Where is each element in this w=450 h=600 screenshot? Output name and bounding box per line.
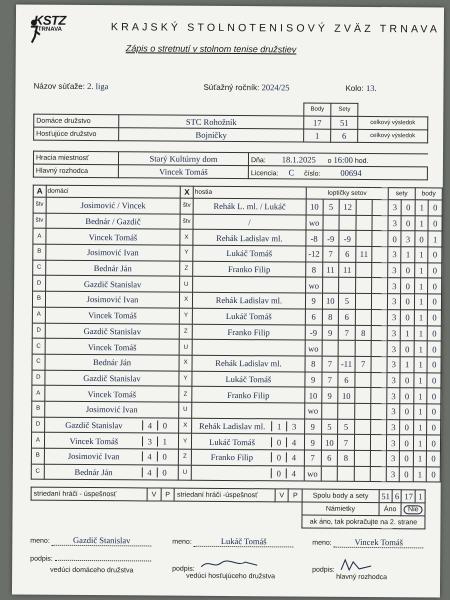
set-score: wo	[305, 340, 322, 356]
set-score: 11	[339, 262, 356, 278]
competition-field: Názov súťaže: 2. liga	[33, 81, 109, 92]
row-slot-away: Z	[179, 386, 192, 402]
row-ba: 0	[428, 263, 442, 279]
body-header: Body	[304, 103, 331, 116]
row-slot-away: štv	[180, 214, 193, 230]
row-ba: 0	[427, 388, 441, 404]
set-score	[371, 435, 387, 451]
row-slot-home: D	[32, 323, 45, 339]
home-total-label: celkový výsledok	[358, 116, 428, 129]
home-sets: 51	[331, 116, 358, 129]
protest-no: Nie	[401, 503, 425, 516]
row-ba: 0	[427, 404, 441, 420]
set-score: 11	[322, 262, 339, 278]
alt-away-label: striedaní hráči -úspešnosť	[174, 488, 274, 502]
summary-sh: 3	[387, 419, 401, 435]
row-sh: 3	[388, 215, 402, 231]
set-score: 10	[321, 434, 338, 450]
set-score	[355, 372, 372, 388]
summary-away-cell: Rehák Ladislav ml. 1 3	[192, 418, 305, 434]
set-score	[371, 356, 387, 372]
row-bh: 1	[414, 341, 428, 357]
set-score	[372, 231, 388, 247]
summary-slot-home: C	[31, 464, 44, 480]
row-home-player: Bednár Ján	[45, 354, 180, 371]
row-home-player: Vincek Tomáš	[45, 307, 180, 324]
season-field: Súťažný ročník: 2024/25	[203, 82, 290, 93]
set-score	[372, 278, 388, 294]
total-label: Spolu body a sety	[302, 489, 379, 503]
row-slot-home: štv	[33, 197, 46, 213]
referee-signature-icon	[337, 558, 387, 572]
away-total-label: celkový výsledok	[358, 129, 428, 142]
set-score: 9	[305, 293, 322, 309]
row-away-player: Rehák L. ml. / Lukáč	[193, 198, 306, 214]
row-sh: 3	[388, 278, 402, 294]
row-sh: 3	[387, 356, 401, 372]
set-score	[355, 262, 372, 278]
set-score	[355, 341, 372, 357]
row-away-player: Franko Filip	[193, 261, 306, 277]
set-score: 6	[339, 246, 356, 262]
score-sheet	[12, 5, 444, 598]
row-sa: 0	[401, 294, 415, 310]
row-sh: 3	[387, 294, 401, 310]
set-score: -9	[339, 231, 356, 247]
set-score: 9	[304, 434, 321, 450]
row-home-player: Gazdič Stanislav	[45, 276, 180, 293]
summary-ba: 0	[427, 435, 441, 451]
set-score: 10	[338, 388, 355, 404]
total-points-away: 1	[416, 490, 426, 503]
row-sa: 0	[401, 310, 415, 326]
round-field: Kolo: 13.	[345, 82, 377, 94]
row-bh: 1	[414, 404, 428, 420]
row-slot-away: X	[180, 230, 193, 246]
summary-sh: 3	[386, 466, 400, 482]
sets-header: Sety	[331, 103, 358, 116]
row-away-player: Lukáč Tomáš	[192, 308, 305, 324]
row-home-player: Josimović Ivan	[46, 244, 181, 261]
row-ba: 0	[427, 357, 441, 373]
row-bh: 1	[415, 247, 429, 263]
set-score: 11	[356, 246, 373, 262]
venue-label: Hracia miestnosť	[33, 151, 118, 165]
away-team: Bojničky	[119, 128, 304, 142]
summary-home-cell: Bednár Ján 4 0	[44, 464, 179, 481]
row-away-player: /	[193, 214, 306, 230]
summary-bh: 1	[413, 451, 427, 467]
row-bh: 1	[414, 325, 428, 341]
row-home-player: Gazdič Stanislav	[45, 323, 180, 340]
row-sh: 0	[388, 231, 402, 247]
set-score	[372, 247, 388, 263]
row-home-player: Josimović Ivan	[44, 401, 179, 418]
row-slot-home: B	[32, 401, 45, 417]
set-score: -8	[306, 230, 323, 246]
set-score	[354, 450, 371, 466]
summary-away-cell: Lukáč Tomáš 0 4	[191, 434, 304, 450]
sheet-title: Zápis o stretnutí v stolnom tenise družstiev	[125, 43, 297, 55]
match-time: 16:00	[333, 154, 353, 165]
summary-slot-away: U	[178, 465, 191, 481]
row-slot-home: C	[32, 338, 45, 354]
venue: Starý Kultúrny dom	[118, 152, 248, 166]
set-score: -9	[305, 325, 322, 341]
referee-signature-name: Vincek Tomáš	[334, 537, 424, 549]
set-score: 8	[305, 262, 322, 278]
row-sa: 1	[401, 247, 415, 263]
row-sa: 1	[400, 357, 414, 373]
set-score	[338, 340, 355, 356]
row-away-player: Rehák Ladislav ml.	[192, 355, 305, 371]
row-sa: 0	[400, 404, 414, 420]
row-sa: 0	[401, 341, 415, 357]
matches-grid: A domáci X hostia loptičky setov sety body štv Josimović / Vincek štv Rehák L. ml. / Lukáč 10 5 12 3 0 1 0 štv Bednár / Gazdič štv / wo 3 0 1 0 A Vincek Tomáš X Rehák Ladislav ml. -8 -9 -9 0 3 0 1 B Josimović Ivan Y Lukáč Tomáš -12 7 6 11 3 1 1 0 C Bednár Ján Z Franko Filip 8 11 11 3 0 1 0 D Gazdič Stanislav U wo 3 0 1 0 B Josimović Ivan X Rehák Ladislav ml. 9 10 5 3 0 1 0 A Vincek Tomáš Y Lukáč Tomáš 6 8 6 3 0 1 0 D Gazdič Stanislav Z Franko Filip -9 9 7 8 3 1 1 0 C Vincek Tomáš U wo 3 0 1 0 C Bednár Ján X Rehák Ladislav ml. 8 7 -11 7 3 1 1 0 D Gazdič Stanislav Y Lukáč Tomáš 9 7 6 3 0 1 0 A Vincek Tomáš Z Franko Filip 10 9 10 3 0 1 0 B Josimović Ivan U wo 3 0 1 0 D Gazdič Stanislav 4 0 X Rehák Ladislav ml. 1 3 9 5 5 3 0 1 0 A Vincek Tomáš 3 1 Y Lukáč Tomáš 0 4 9 10 7 3 0 1 0 B Josimović Ivan 4 0 Z Franko Filip 0 4 7 6 8 3 0 1 0 C Bednár Ján 4 0 U 0 4 wo 3 0 1 0	[31, 185, 443, 483]
home-signature-block: meno: Gazdič Stanislav podpis: vedúci domáceho družstva	[30, 535, 152, 575]
set-score	[356, 215, 373, 231]
row-sa: 0	[401, 278, 415, 294]
away-signature-icon	[197, 557, 267, 571]
set-score: 6	[338, 309, 355, 325]
alt-home-label: striedaní hráči - úspešnosť	[31, 487, 147, 501]
row-home-player: Vincek Tomáš	[45, 385, 180, 402]
row-sa: 1	[401, 325, 415, 341]
row-slot-away: Y	[179, 371, 192, 387]
set-score	[355, 309, 372, 325]
row-ba: 0	[427, 372, 441, 388]
row-slot-home: A	[33, 229, 46, 245]
set-score: 5	[338, 419, 355, 435]
row-slot-home: D	[33, 276, 46, 292]
row-bh: 1	[414, 388, 428, 404]
summary-slot-home: D	[32, 417, 45, 433]
row-bh: 1	[415, 263, 429, 279]
row-home-player: Josimović / Vincek	[46, 197, 181, 214]
set-score: -9	[322, 231, 339, 247]
set-score	[323, 215, 340, 231]
set-score	[321, 466, 338, 482]
row-sh: 3	[388, 200, 402, 216]
summary-away-cell: 0 4	[191, 465, 304, 481]
away-signature-block: meno: Lukáč Tomáš podpis: vedúci hosťujúceho družstva	[172, 536, 294, 581]
set-score	[372, 294, 388, 310]
set-score: wo	[305, 277, 322, 293]
row-bh: 1	[414, 372, 428, 388]
set-score: 8	[305, 356, 322, 372]
set-score: 7	[322, 246, 339, 262]
set-score: 7	[338, 325, 355, 341]
protest-label: Námietky	[302, 502, 379, 516]
set-score	[372, 200, 388, 216]
set-score: wo	[306, 215, 323, 231]
row-sh: 3	[387, 404, 401, 420]
row-bh: 1	[415, 200, 429, 216]
row-slot-away: X	[180, 292, 193, 308]
row-home-player: Bednár / Gazdič	[46, 213, 181, 230]
row-slot-home: A	[32, 385, 45, 401]
row-slot-away: X	[179, 355, 192, 371]
away-leader-name: Lukáč Tomáš	[194, 536, 294, 548]
set-score: 9	[305, 372, 322, 388]
summary-slot-away: X	[179, 418, 192, 434]
row-away-player	[192, 402, 305, 418]
row-sh: 3	[388, 247, 402, 263]
summary-row	[31, 464, 440, 483]
set-score: wo	[304, 466, 321, 482]
total-points-home: 17	[402, 490, 416, 503]
row-away-player: Rehák Ladislav ml.	[193, 230, 306, 246]
row-away-player	[193, 277, 306, 293]
row-away-player: Lukáč Tomáš	[193, 245, 306, 261]
set-score	[322, 340, 339, 356]
row-home-player: Bednár Ján	[45, 260, 180, 277]
summary-ba: 0	[427, 451, 441, 467]
set-score	[372, 309, 388, 325]
row-ba: 0	[428, 294, 442, 310]
set-score	[371, 341, 387, 357]
summary-slot-away: Y	[179, 433, 192, 449]
set-score: 7	[321, 372, 338, 388]
set-score: 9	[322, 325, 339, 341]
set-score	[337, 466, 354, 482]
row-sa: 0	[402, 200, 416, 216]
row-home-player: Vincek Tomáš	[45, 338, 180, 355]
set-score	[372, 215, 388, 231]
row-sh: 3	[388, 262, 402, 278]
summary-bh: 1	[413, 466, 427, 482]
row-sh: 3	[387, 372, 401, 388]
row-sa: 0	[401, 262, 415, 278]
summary-home-cell: Gazdič Stanislav 4 0	[44, 417, 179, 434]
set-score	[371, 466, 387, 482]
match-info-table	[33, 101, 428, 144]
row-slot-away: U	[179, 339, 192, 355]
row-away-player: Rehák Ladislav ml.	[192, 292, 305, 308]
summary-bh: 1	[413, 419, 427, 435]
set-score	[354, 403, 371, 419]
row-bh: 1	[414, 357, 428, 373]
row-bh: 1	[415, 215, 429, 231]
set-score	[372, 325, 388, 341]
row-home-player: Josimović Ivan	[45, 291, 180, 308]
row-bh: 1	[414, 310, 428, 326]
total-sets-away: 6	[392, 490, 401, 503]
referee-label: Hlavný rozhodca	[33, 164, 118, 178]
row-slot-away: Y	[180, 245, 193, 261]
summary-home-cell: Josimović Ivan 4 0	[44, 448, 179, 465]
set-score: wo	[305, 403, 322, 419]
row-ba: 0	[428, 310, 442, 326]
summary-bh: 1	[413, 435, 427, 451]
row-away-player: Franko Filip	[192, 324, 305, 340]
set-score	[371, 451, 387, 467]
row-sa: 0	[400, 388, 414, 404]
set-score	[321, 403, 338, 419]
set-score: -12	[306, 246, 323, 262]
row-slot-home: A	[32, 307, 45, 323]
set-score: 7	[322, 356, 339, 372]
license-number: 00694	[340, 167, 362, 178]
footer-table: striedaní hráči - úspešnosť V P striedaní hráči -úspešnosť V P Spolu body a sety 51 6 17 1 Námietky Áno Nie ak áno, tak pokračujte na 2. strane	[30, 487, 425, 530]
row-slot-home: štv	[33, 213, 46, 229]
summary-sa: 0	[400, 451, 414, 467]
set-score	[322, 278, 339, 294]
row-slot-away: Z	[180, 261, 193, 277]
row-sa: 3	[401, 231, 415, 247]
set-score: 8	[355, 325, 372, 341]
summary-sh: 3	[386, 435, 400, 451]
row-ba: 1	[428, 231, 442, 247]
set-score	[356, 231, 373, 247]
set-score: 6	[305, 309, 322, 325]
set-score: 7	[304, 450, 321, 466]
home-label: Domáce družstvo	[34, 114, 119, 128]
row-slot-home: B	[32, 291, 45, 307]
organization-name: KRAJSKÝ STOLNOTENISOVÝ ZVÄZ TRNAVA	[110, 21, 441, 36]
set-score	[355, 278, 372, 294]
summary-ba: 0	[427, 467, 441, 483]
away-points: 1	[304, 129, 331, 142]
row-ba: 0	[428, 216, 442, 232]
set-score	[355, 388, 372, 404]
row-sh: 3	[387, 388, 401, 404]
protest-yes: Áno	[379, 503, 402, 516]
set-score	[354, 466, 371, 482]
row-slot-away: Y	[180, 308, 193, 324]
set-score	[371, 403, 387, 419]
logo-subtext: TRNAVA	[37, 26, 63, 33]
set-score: 10	[305, 387, 322, 403]
row-slot-away: Z	[179, 324, 192, 340]
set-score	[339, 215, 356, 231]
set-score: 6	[338, 372, 355, 388]
row-away-player: Lukáč Tomáš	[192, 371, 305, 387]
row-slot-away: U	[179, 402, 192, 418]
set-score: 8	[337, 450, 354, 466]
row-home-player: Gazdič Stanislav	[45, 370, 180, 387]
home-team: STC Rohožník	[119, 115, 304, 129]
set-score	[354, 419, 371, 435]
set-score: 12	[339, 199, 356, 215]
set-score: 8	[322, 309, 339, 325]
set-score	[338, 403, 355, 419]
row-slot-home: C	[33, 260, 46, 276]
set-score	[371, 388, 387, 404]
row-home-player: Vincek Tomáš	[46, 229, 181, 246]
set-score	[354, 435, 371, 451]
summary-ba: 0	[427, 420, 441, 436]
match-date: 18.1.2025	[281, 154, 316, 165]
set-score: 7	[338, 435, 355, 451]
row-sa: 0	[400, 372, 414, 388]
set-score: 9	[321, 387, 338, 403]
row-ba: 0	[428, 200, 442, 216]
set-score: 10	[322, 293, 339, 309]
row-sa: 0	[401, 215, 415, 231]
away-label: Hosťujúce družstvo	[34, 127, 119, 141]
set-score	[356, 199, 373, 215]
set-score	[372, 262, 388, 278]
total-sets-home: 51	[379, 490, 393, 503]
row-bh: 1	[414, 294, 428, 310]
set-score: 10	[306, 199, 323, 215]
set-score: 5	[323, 199, 340, 215]
set-score	[355, 294, 372, 310]
set-score: 7	[355, 356, 372, 372]
set-score	[339, 278, 356, 294]
set-score	[371, 419, 387, 435]
summary-slot-home: B	[31, 448, 44, 464]
set-score: 9	[304, 419, 321, 435]
summary-sa: 0	[400, 435, 414, 451]
summary-sh: 3	[386, 451, 400, 467]
away-sets: 6	[331, 129, 358, 142]
set-score: 6	[321, 450, 338, 466]
row-ba: 0	[428, 278, 442, 294]
row-ba: 0	[427, 341, 441, 357]
referee-signature-block: meno: Vincek Tomáš podpis: hlavný rozhodca	[312, 537, 424, 582]
row-slot-home: B	[33, 244, 46, 260]
set-score: 5	[321, 419, 338, 435]
row-away-player	[192, 339, 305, 355]
summary-sa: 0	[400, 419, 414, 435]
summary-away-cell: Franko Filip 0 4	[191, 449, 304, 465]
summary-slot-away: Z	[179, 449, 192, 465]
row-ba: 0	[428, 247, 442, 263]
referee-name: Vincek Tomáš	[118, 165, 248, 179]
logo-text: KSTZ	[33, 12, 66, 28]
row-slot-home: C	[32, 354, 45, 370]
row-bh: 0	[415, 231, 429, 247]
row-away-player: Franko Filip	[192, 387, 305, 403]
row-slot-away: U	[180, 277, 193, 293]
row-sh: 3	[387, 309, 401, 325]
summary-slot-home: A	[31, 432, 44, 448]
set-score	[371, 372, 387, 388]
home-leader-name: Gazdič Stanislav	[52, 535, 152, 547]
row-sh: 3	[387, 341, 401, 357]
row-slot-away: štv	[180, 198, 193, 214]
venue-table: Hracia miestnosť Starý Kultúrny dom Dňa: 18.1.2025 o 16:00 hod. Hlavný rozhodca Vincek Tomáš Licencia: C číslo: 00694	[33, 151, 428, 181]
row-sh: 3	[387, 325, 401, 341]
row-bh: 1	[414, 278, 428, 294]
set-score: 5	[339, 293, 356, 309]
license-class: C	[288, 167, 295, 178]
summary-home-cell: Vincek Tomáš 3 1	[44, 433, 179, 450]
summary-sa: 0	[400, 466, 414, 482]
continue-note: ak áno, tak pokračujte na 2. strane	[302, 515, 425, 529]
set-score: -11	[338, 356, 355, 372]
row-slot-home: D	[32, 370, 45, 386]
row-ba: 0	[428, 325, 442, 341]
home-points: 17	[304, 116, 331, 129]
